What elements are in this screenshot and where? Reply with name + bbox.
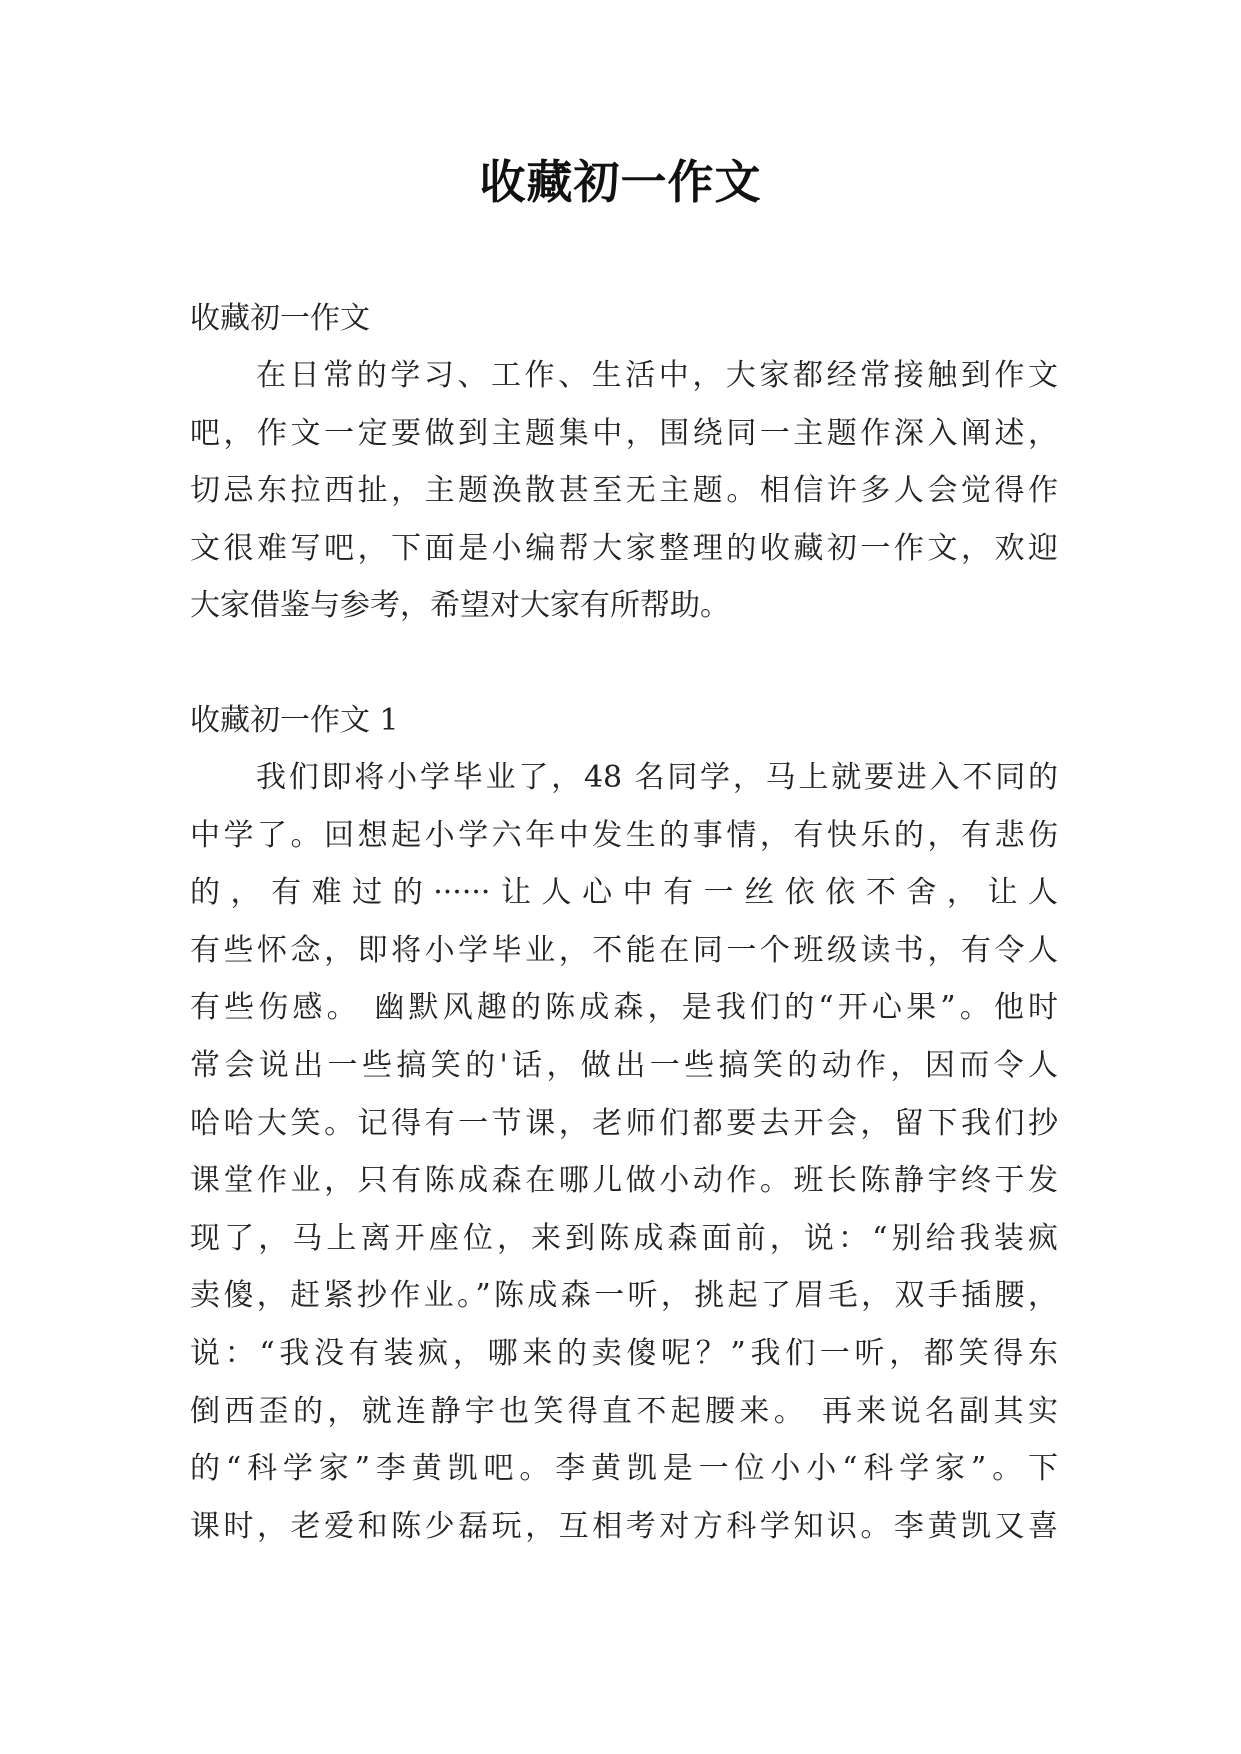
intro-heading: 收藏初一作文 (190, 301, 370, 336)
section1-heading: 收藏初一作文 1 (190, 702, 399, 738)
section1-line: 倒西歪的，就连静宇也笑得直不起腰来。 再来说名副其实 (190, 1393, 1058, 1429)
section1-line: 我们即将小学毕业了，48 名同学，马上就要进入不同的 (256, 759, 1058, 795)
section1-line: 哈哈大笑。记得有一节课，老师们都要去开会，留下我们抄 (190, 1105, 1058, 1141)
section1-line: 有些怀念，即将小学毕业，不能在同一个班级读书，有令人 (190, 932, 1058, 968)
section1-line: 说：“我没有装疯，哪来的卖傻呢？”我们一听，都笑得东 (190, 1335, 1058, 1371)
section1-line: 中学了。回想起小学六年中发生的事情，有快乐的，有悲伤 (190, 817, 1058, 853)
document-title: 收藏初一作文 (479, 155, 762, 209)
intro-line: 大家借鉴与参考，希望对大家有所帮助。 (190, 588, 730, 624)
section1-line: 课堂作业，只有陈成森在哪儿做小动作。班长陈静宇终于发 (190, 1163, 1058, 1199)
intro-line: 在日常的学习、工作、生活中，大家都经常接触到作文 (256, 358, 1058, 393)
intro-line: 文很难写吧，下面是小编帮大家整理的收藏初一作文，欢迎 (190, 530, 1058, 566)
intro-line: 吧，作文一定要做到主题集中，围绕同一主题作深入阐述， (190, 415, 1058, 451)
section-spacer (190, 635, 1058, 692)
section1-line: 课时，老爱和陈少磊玩，互相考对方科学知识。李黄凯又喜 (190, 1508, 1058, 1544)
section1-line: 的“科学家”李黄凯吧。李黄凯是一位小小“科学家”。下 (190, 1451, 1058, 1487)
section1-line: 的，有难过的······让人心中有一丝依依不舍，让人 (190, 875, 1058, 911)
intro-line: 切忌东拉西扯，主题涣散甚至无主题。相信许多人会觉得作 (190, 473, 1058, 509)
section1-line: 卖傻，赶紧抄作业。”陈成森一听，挑起了眉毛，双手插腰， (190, 1278, 1058, 1314)
document-body (190, 290, 1058, 1555)
section1-line: 现了，马上离开座位，来到陈成森面前，说：“别给我装疯 (190, 1220, 1058, 1256)
section1-line: 常会说出一些搞笑的'话，做出一些搞笑的动作，因而令人 (190, 1047, 1058, 1083)
section1-line: 有些伤感。 幽默风趣的陈成森，是我们的“开心果”。他时 (190, 990, 1058, 1026)
